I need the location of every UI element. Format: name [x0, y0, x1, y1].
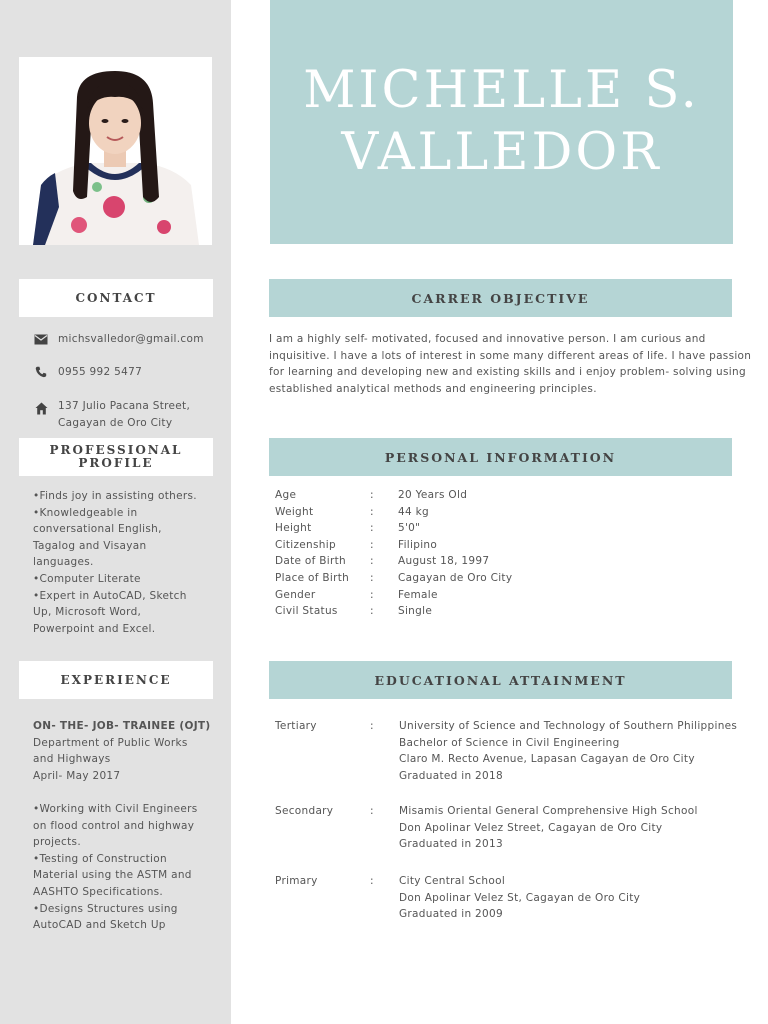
personal-label: Age — [275, 489, 297, 501]
contact-phone[interactable] — [33, 364, 142, 381]
personal-sep: : — [370, 555, 374, 567]
education-details — [399, 718, 737, 785]
profile-heading-line-2: PROFILE — [78, 456, 154, 470]
personal-value: 44 kg — [398, 506, 429, 518]
profile-heading-line-1: PROFESSIONAL — [49, 443, 183, 457]
profile-text — [33, 488, 218, 637]
education-line: Don Apolinar Velez St, Cagayan de Oro City — [399, 891, 641, 904]
personal-sep: : — [370, 589, 374, 601]
personal-sep: : — [370, 572, 374, 584]
profile-heading — [19, 438, 213, 476]
personal-sep: : — [370, 605, 374, 617]
experience-line: April- May 2017 — [33, 769, 121, 782]
education-line: Graduated in 2018 — [399, 770, 503, 783]
personal-value: August 18, 1997 — [398, 555, 490, 567]
personal-label: Date of Birth — [275, 555, 347, 567]
education-level: Secondary — [275, 805, 334, 817]
education-line: Don Apolinar Velez Street, Cagayan de Oro City — [399, 821, 663, 834]
profile-line: Powerpoint and Excel. — [33, 622, 156, 635]
experience-bullet: on flood control and highway — [33, 819, 195, 832]
education-line: City Central School — [399, 875, 506, 887]
profile-line: Up, Microsoft Word, — [33, 606, 142, 619]
phone-text: 0955 992 5477 — [58, 366, 143, 378]
objective-heading: CARRER OBJECTIVE — [269, 279, 732, 317]
email-text: michsvalledor@gmail.com — [58, 333, 204, 345]
experience-bullet: •Working with Civil Engineers — [33, 802, 198, 815]
education-line: Claro M. Recto Avenue, Lapasan Cagayan de Oro City — [399, 753, 695, 766]
experience-bullet: •Testing of Construction — [33, 852, 167, 865]
personal-sep: : — [370, 489, 374, 501]
contact-heading: CONTACT — [19, 279, 213, 317]
experience-line: and Highways — [33, 753, 111, 766]
education-heading: EDUCATIONAL ATTAINMENT — [269, 661, 732, 699]
personal-value: Cagayan de Oro City — [398, 572, 513, 584]
education-details — [399, 873, 640, 923]
education-sep: : — [370, 875, 374, 887]
experience-line: Department of Public Works — [33, 736, 188, 749]
education-level: Tertiary — [275, 720, 317, 732]
profile-line: conversational English, — [33, 523, 162, 536]
objective-text — [269, 331, 752, 398]
personal-sep: : — [370, 522, 374, 534]
objective-line: inquisitive. I have a lots of interest in some many different areas of life. I have passion — [269, 349, 752, 362]
personal-label: Gender — [275, 589, 316, 601]
experience-bullet: AASHTO Specifications. — [33, 885, 164, 898]
personal-label: Citizenship — [275, 539, 336, 551]
experience-title: ON- THE- JOB- TRAINEE (OJT) — [33, 720, 211, 732]
contact-email[interactable] — [33, 331, 204, 348]
profile-line: •Finds joy in assisting others. — [33, 490, 197, 502]
experience-bullet: Material using the ASTM and — [33, 869, 192, 882]
personal-label: Weight — [275, 506, 314, 518]
name-line-1: MICHELLE S. — [303, 61, 700, 120]
objective-line: for learning and developing new and existing skills and i enjoy problem- solving using — [269, 366, 746, 379]
education-level: Primary — [275, 875, 318, 887]
education-line: Bachelor of Science in Civil Engineering — [399, 736, 620, 749]
education-line: Misamis Oriental General Comprehensive High School — [399, 805, 698, 817]
education-line: University of Science and Technology of Southern Philippines — [399, 720, 738, 732]
personal-label: Civil Status — [275, 605, 338, 617]
personal-value: 5'0" — [398, 522, 421, 534]
profile-line: Tagalog and Visayan — [33, 539, 147, 552]
profile-line: languages. — [33, 556, 94, 569]
personal-value: Female — [398, 589, 438, 601]
personal-label: Place of Birth — [275, 572, 350, 584]
objective-line: established analytical methods and engineering principles. — [269, 383, 597, 396]
experience-bullet: AutoCAD and Sketch Up — [33, 919, 166, 932]
experience-bullet: projects. — [33, 836, 81, 849]
personal-heading: PERSONAL INFORMATION — [269, 438, 732, 476]
personal-sep: : — [370, 506, 374, 518]
education-line: Graduated in 2013 — [399, 838, 503, 851]
education-line: Graduated in 2009 — [399, 908, 503, 921]
home-icon — [33, 401, 49, 415]
name-line-2: VALLEDOR — [341, 123, 662, 182]
address-line-1: 137 Julio Pacana Street, — [58, 400, 191, 412]
education-sep: : — [370, 805, 374, 817]
profile-line: •Knowledgeable in — [33, 506, 138, 519]
contact-address — [33, 398, 190, 431]
profile-line: •Expert in AutoCAD, Sketch — [33, 589, 187, 602]
personal-sep: : — [370, 539, 374, 551]
name-banner — [270, 0, 733, 244]
experience-heading: EXPERIENCE — [19, 661, 213, 699]
envelope-icon — [33, 332, 49, 346]
personal-value: Filipino — [398, 539, 438, 551]
personal-label: Height — [275, 522, 312, 534]
experience-text — [33, 718, 218, 934]
phone-icon — [33, 365, 49, 379]
profile-line: •Computer Literate — [33, 572, 141, 585]
profile-photo — [19, 57, 212, 245]
personal-value: 20 Years Old — [398, 489, 468, 501]
experience-bullet: •Designs Structures using — [33, 902, 178, 915]
education-details — [399, 803, 698, 853]
address-line-2: Cagayan de Oro City — [58, 416, 173, 429]
education-sep: : — [370, 720, 374, 732]
objective-line: I am a highly self- motivated, focused and innovative person. I am curious and — [269, 333, 706, 345]
personal-value: Single — [398, 605, 433, 617]
